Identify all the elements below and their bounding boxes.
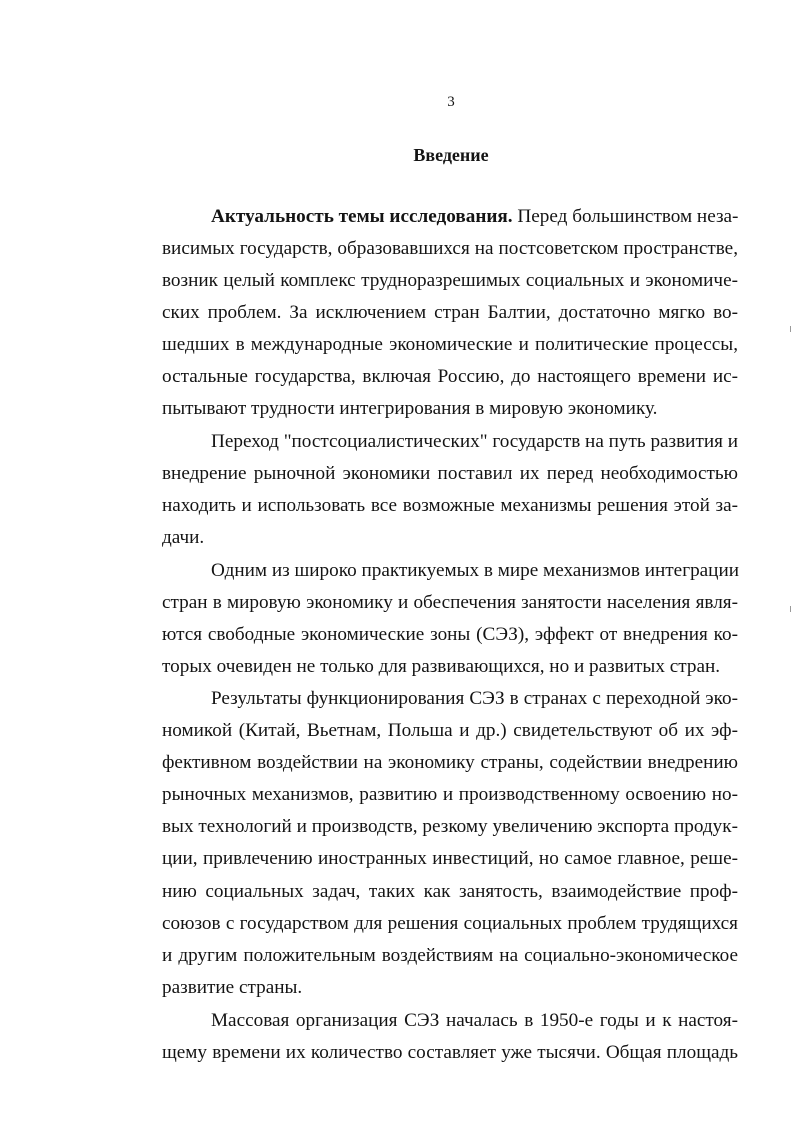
- paragraph-line: ются свободные экономические зоны (СЭЗ), эффект от внедрения ко-: [162, 624, 738, 645]
- paragraph-line: остальные государства, включая Россию, до настоящего времени ис-: [162, 366, 738, 387]
- paragraph-line: торых очевиден не только для развивающихся, но и развитых стран.: [162, 656, 721, 677]
- paragraph-line: шедших в международные экономические и политические процессы,: [162, 334, 738, 355]
- paragraph-line: развитие страны.: [162, 977, 303, 998]
- paragraph-line: нию социальных задач, таких как занятость, взаимодействие проф-: [162, 881, 738, 902]
- page-number: 3: [447, 94, 455, 110]
- paragraph-line: фективном воздействии на экономику страны, содействии внедрению: [162, 752, 738, 773]
- paragraph-lead-bold: Актуальность темы исследования.: [211, 206, 513, 227]
- paragraph-line: вых технологий и производств, резкому увеличению экспорта продук-: [162, 816, 738, 837]
- paragraph-line: номикой (Китай, Вьетнам, Польша и др.) свидетельствуют об их эф-: [162, 720, 738, 741]
- paragraph-line: Переход "постсоциалистических" государств на путь развития и: [211, 431, 738, 452]
- paragraph-line: ских проблем. За исключением стран Балтии, достаточно мягко во-: [162, 302, 738, 323]
- scan-speck: [790, 326, 791, 332]
- paragraph-line: висимых государств, образовавшихся на постсоветском пространстве,: [162, 238, 738, 259]
- scan-speck: [790, 606, 791, 612]
- paragraph-line: ции, привлечению иностранных инвестиций, но самое главное, реше-: [162, 848, 738, 869]
- paragraph-line-rest: Перед большинством неза-: [512, 206, 739, 227]
- paragraph-line: находить и использовать все возможные механизмы решения этой за-: [162, 495, 738, 516]
- paragraph-line: Одним из широко практикуемых в мире механизмов интеграции: [211, 560, 739, 581]
- paragraph-line: Массовая организация СЭЗ началась в 1950-е годы и к настоя-: [211, 1010, 738, 1031]
- paragraph-line: союзов с государством для решения социальных проблем трудящихся: [162, 913, 738, 934]
- paragraph-line: и другим положительным воздействиям на социально-экономическое: [162, 945, 738, 966]
- section-title: Введение: [413, 145, 489, 165]
- paragraph-line: рыночных механизмов, развитию и производственному освоению но-: [162, 784, 738, 805]
- paragraph-line: дачи.: [162, 527, 205, 548]
- paragraph-line: пытывают трудности интегрирования в мировую экономику.: [162, 398, 658, 419]
- paragraph-line: щему времени их количество составляет уже тысячи. Общая площадь: [162, 1042, 738, 1063]
- paragraph-line: [211, 201, 738, 233]
- paragraph-line: стран в мировую экономику и обеспечения занятости населения явля-: [162, 592, 738, 613]
- paragraph-line: возник целый комплекс трудноразрешимых социальных и экономиче-: [162, 270, 738, 291]
- paragraph-line: внедрение рыночной экономики поставил их перед необходимостью: [162, 463, 738, 484]
- paragraph-line: Результаты функционирования СЭЗ в странах с переходной эко-: [211, 688, 738, 709]
